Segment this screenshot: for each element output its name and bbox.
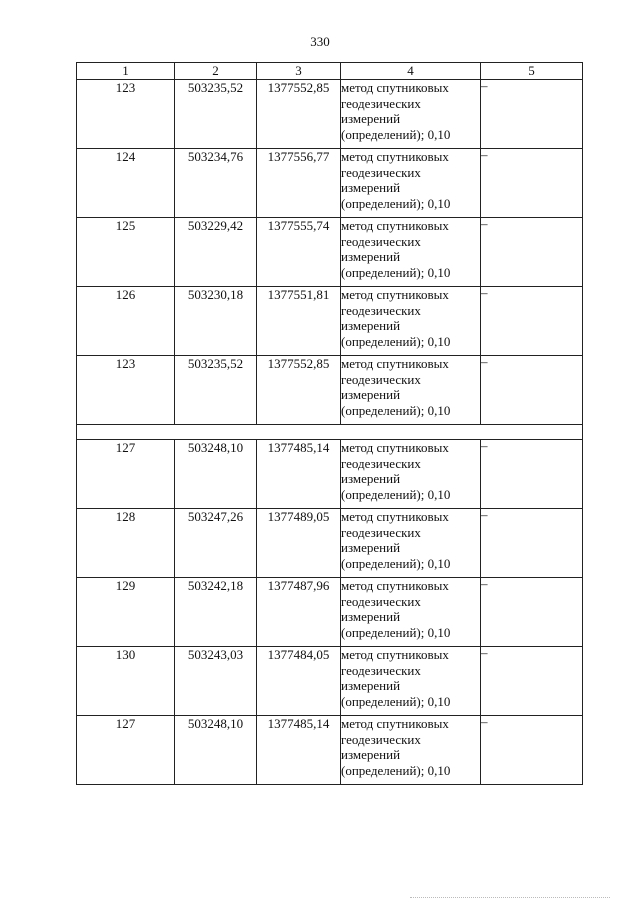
point-number: 123 xyxy=(77,80,175,149)
point-number: 127 xyxy=(77,716,175,785)
coordinate-y: 1377489,05 xyxy=(257,509,341,578)
coordinate-x: 503230,18 xyxy=(175,287,257,356)
point-number: 129 xyxy=(77,578,175,647)
separator-cell xyxy=(77,425,583,440)
note-dash: – xyxy=(481,218,583,287)
table-row xyxy=(77,647,583,716)
point-number: 126 xyxy=(77,287,175,356)
table-row xyxy=(77,287,583,356)
coordinate-y: 1377555,74 xyxy=(257,218,341,287)
note-dash: – xyxy=(481,716,583,785)
point-number: 125 xyxy=(77,218,175,287)
table-header-row xyxy=(77,63,583,80)
coordinates-table xyxy=(76,62,583,785)
coordinate-y: 1377485,14 xyxy=(257,440,341,509)
page-number: 330 xyxy=(310,34,330,49)
coordinate-x: 503235,52 xyxy=(175,80,257,149)
coordinate-x: 503235,52 xyxy=(175,356,257,425)
coordinate-y: 1377485,14 xyxy=(257,716,341,785)
method-description: метод спутниковых геодезических измерений (определений); 0,10 xyxy=(341,509,481,578)
method-description: метод спутниковых геодезических измерений (определений); 0,10 xyxy=(341,149,481,218)
coordinate-y: 1377487,96 xyxy=(257,578,341,647)
note-dash: – xyxy=(481,509,583,578)
coordinate-x: 503234,76 xyxy=(175,149,257,218)
coordinate-y: 1377551,81 xyxy=(257,287,341,356)
point-number: 130 xyxy=(77,647,175,716)
method-description: метод спутниковых геодезических измерений (определений); 0,10 xyxy=(341,716,481,785)
column-header: 1 xyxy=(77,63,175,80)
coordinate-x: 503247,26 xyxy=(175,509,257,578)
table-row xyxy=(77,716,583,785)
table-row xyxy=(77,509,583,578)
table-row xyxy=(77,440,583,509)
coordinate-y: 1377556,77 xyxy=(257,149,341,218)
method-description: метод спутниковых геодезических измерений (определений); 0,10 xyxy=(341,647,481,716)
point-number: 127 xyxy=(77,440,175,509)
method-description: метод спутниковых геодезических измерений (определений); 0,10 xyxy=(341,218,481,287)
coordinate-y: 1377484,05 xyxy=(257,647,341,716)
method-description: метод спутниковых геодезических измерений (определений); 0,10 xyxy=(341,287,481,356)
note-dash: – xyxy=(481,647,583,716)
note-dash: – xyxy=(481,356,583,425)
note-dash: – xyxy=(481,440,583,509)
note-dash: – xyxy=(481,149,583,218)
table-row xyxy=(77,149,583,218)
note-dash: – xyxy=(481,287,583,356)
scan-artifact xyxy=(410,897,610,901)
table-row xyxy=(77,80,583,149)
coordinate-x: 503248,10 xyxy=(175,440,257,509)
column-header: 2 xyxy=(175,63,257,80)
table-row xyxy=(77,578,583,647)
point-number: 124 xyxy=(77,149,175,218)
coordinate-x: 503243,03 xyxy=(175,647,257,716)
table-row xyxy=(77,356,583,425)
table-row xyxy=(77,218,583,287)
coordinate-x: 503242,18 xyxy=(175,578,257,647)
coordinate-y: 1377552,85 xyxy=(257,356,341,425)
coordinate-y: 1377552,85 xyxy=(257,80,341,149)
method-description: метод спутниковых геодезических измерений (определений); 0,10 xyxy=(341,440,481,509)
method-description: метод спутниковых геодезических измерений (определений); 0,10 xyxy=(341,578,481,647)
column-header: 5 xyxy=(481,63,583,80)
coordinate-x: 503248,10 xyxy=(175,716,257,785)
coordinate-x: 503229,42 xyxy=(175,218,257,287)
method-description: метод спутниковых геодезических измерений (определений); 0,10 xyxy=(341,356,481,425)
method-description: метод спутниковых геодезических измерений (определений); 0,10 xyxy=(341,80,481,149)
column-header: 3 xyxy=(257,63,341,80)
column-header: 4 xyxy=(341,63,481,80)
point-number: 123 xyxy=(77,356,175,425)
separator-row xyxy=(77,425,583,440)
note-dash: – xyxy=(481,80,583,149)
point-number: 128 xyxy=(77,509,175,578)
note-dash: – xyxy=(481,578,583,647)
